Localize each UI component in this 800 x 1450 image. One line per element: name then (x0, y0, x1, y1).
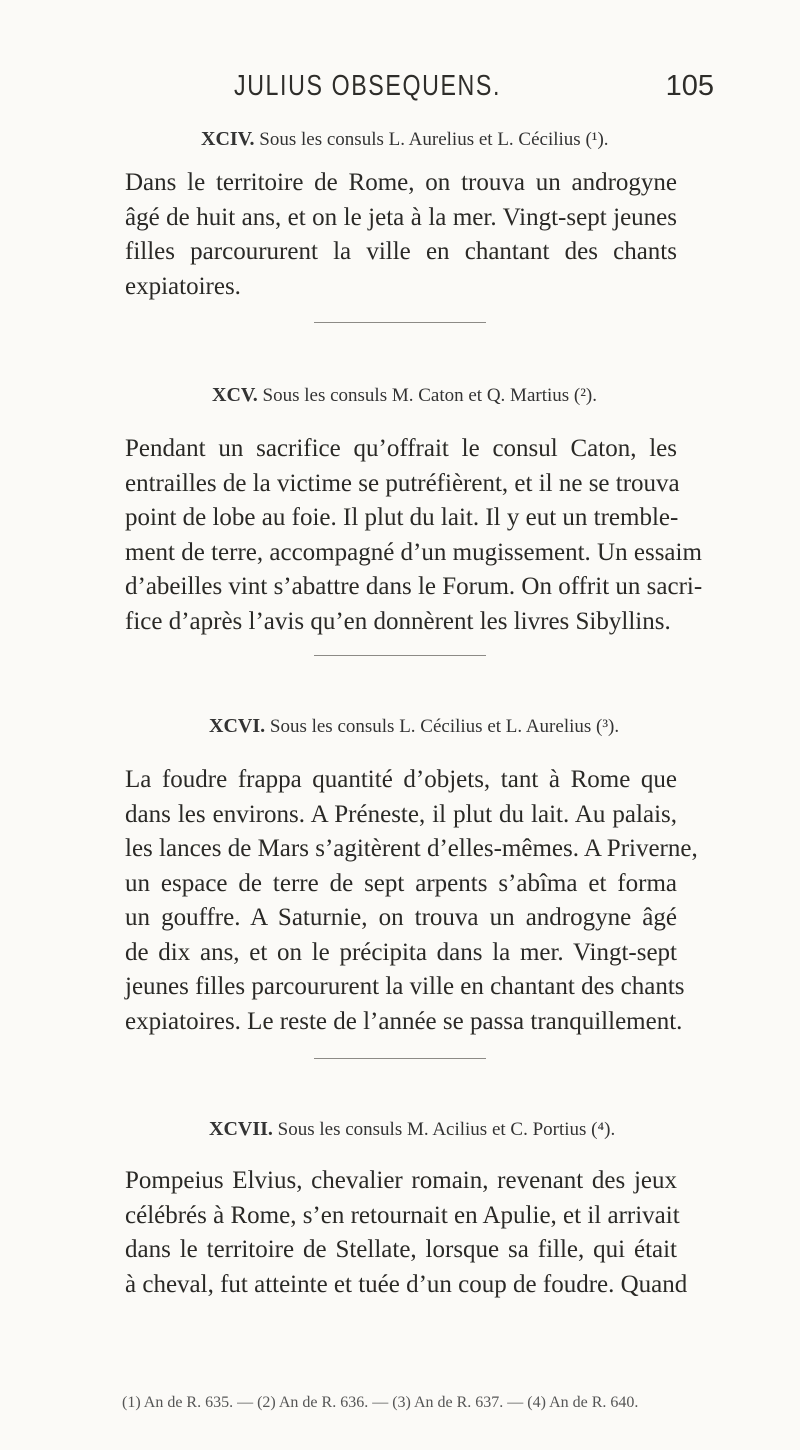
text-line: à cheval, fut atteinte et tuée d’un coup de foudre. Quand (125, 1270, 688, 1298)
section-numeral: XCVII. (209, 1118, 273, 1140)
text-line: point de lobe au foie. Il plut du lait. Il y eut un tremble- (125, 504, 679, 531)
text-line: un gouffre. A Saturnie, on trouva un androgyne âgé (125, 904, 677, 931)
text-line: dans les environs. A Préneste, il plut du lait. Au palais, (125, 800, 677, 828)
section-heading-xciv (201, 128, 609, 151)
text-line: expiatoires. Le reste de l’année se passa tranquillement. (125, 1007, 683, 1035)
section-paragraph-xcvi (125, 763, 698, 1039)
section-divider (314, 322, 486, 323)
text-line: dans le territoire de Stellate, lorsque sa fille, qui était (125, 1236, 677, 1263)
text-line: célébrés à Rome, s’en retournait en Apulie, et il arrivait (125, 1201, 680, 1229)
section-heading-text: Sous les consuls L. Cécilius et L. Aurelius (³). (269, 716, 620, 737)
section-divider (314, 655, 486, 656)
text-line: un espace de terre de sept arpents s’abîma et forma (125, 869, 677, 897)
running-head (0, 70, 800, 110)
text-line: La foudre frappa quantité d’objets, tant à Rome que (125, 766, 677, 793)
section-paragraph-xcv (125, 432, 703, 639)
section-heading-text: Sous les consuls M. Acilius et C. Portius (⁴). (277, 1119, 616, 1140)
text-line: Dans le territoire de Rome, on trouva un androgyne (125, 169, 677, 196)
section-numeral: XCVI. (209, 715, 266, 737)
text-line: filles parcoururent la ville en chantant des chants (125, 238, 677, 265)
section-paragraph-xcvii (125, 1164, 688, 1302)
section-numeral: XCV. (212, 384, 258, 406)
text-line: Pompeius Elvius, chevalier romain, revenant des jeux (125, 1167, 677, 1194)
section-heading-xcvi (209, 715, 619, 738)
text-line: fice d’après l’avis qu’en donnèrent les livres Sibyllins. (125, 607, 671, 635)
text-line: jeunes filles parcoururent la ville en chantant des chants (125, 973, 685, 1000)
text-line: entrailles de la victime se putréfièrent, et il ne se trouva (125, 469, 680, 497)
section-numeral: XCIV. (201, 128, 255, 150)
page-number: 105 (665, 70, 714, 102)
text-line: de dix ans, et on le précipita dans la mer. Vingt-sept (125, 938, 677, 966)
text-line: Pendant un sacrifice qu’offrait le consul Caton, les (125, 435, 677, 462)
section-heading-xcv (212, 384, 597, 407)
section-divider (314, 1058, 486, 1059)
section-paragraph-xciv (125, 166, 677, 304)
text-line: les lances de Mars s’agitèrent d’elles-mêmes. A Priverne, (125, 835, 698, 862)
section-heading-text: Sous les consuls M. Caton et Q. Martius (²). (262, 385, 598, 406)
footnotes: (1) An de R. 635. — (2) An de R. 636. — (3) An de R. 637. — (4) An de R. 640. (122, 1394, 639, 1411)
running-title: JULIUS OBSEQUENS. (234, 70, 501, 102)
text-line: expiatoires. (125, 272, 241, 300)
section-heading-xcvii (209, 1118, 615, 1141)
text-line: âgé de huit ans, et on le jeta à la mer. Vingt-sept jeunes (125, 203, 677, 231)
section-heading-text: Sous les consuls L. Aurelius et L. Cécilius (¹). (259, 129, 609, 150)
text-line: d’abeilles vint s’abattre dans le Forum. On offrit un sacri- (125, 573, 703, 600)
text-line: ment de terre, accompagné d’un mugissement. Un essaim (125, 538, 702, 566)
